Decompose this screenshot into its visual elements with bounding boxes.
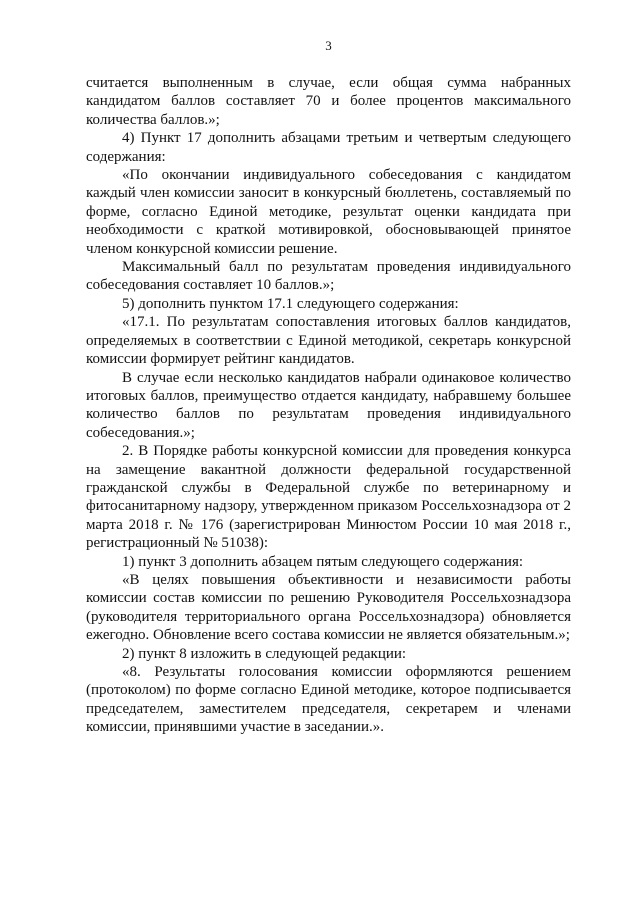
paragraph-quote-17-1: «17.1. По результатам сопоставления итоговых баллов кандидатов, определяемых в соответствии с Единой методикой, секретарь конкурсной комиссии формирует рейтинг кандидатов. <box>86 314 571 368</box>
paragraph-point-8: 2) пункт 8 изложить в следующей редакции: <box>122 645 407 662</box>
paragraph-quote-interview: «По окончании индивидуального собеседования с кандидатом каждый член комиссии заносит в конкурсный бюллетень, составляемый по форме, согласно Единой методике, результат оценки кандидата при необходимости с краткой мотивировкой, обосновывающей принятое членом конкурсной комиссии решение. <box>86 167 571 257</box>
page-number: 3 <box>325 38 332 53</box>
paragraph-max-score: Максимальный балл по результатам проведения индивидуального собеседования составляет 10 баллов.»; <box>86 259 571 294</box>
paragraph-section-2: 2. В Порядке работы конкурсной комиссии для проведения конкурса на замещение вакантной должности федеральной государственной гражданской службы в Федеральной службе по ветеринарному и фитосанитарному надзору, утвержденном приказом Россельхознадзора от 2 марта 2018 г. № 176 (зарегистрирован Минюстом России 10 мая 2018 г., регистрационный № 51038): <box>86 443 571 552</box>
paragraph-equal-scores: В случае если несколько кандидатов набрали одинаковое количество итоговых баллов, преимущество отдается кандидату, набравшему большее количество баллов по результатам проведения индивидуального собеседования.»; <box>86 369 571 441</box>
paragraph-item-5: 5) дополнить пунктом 17.1 следующего содержания: <box>122 295 459 312</box>
paragraph-quote-voting: «8. Результаты голосования комиссии оформляются решением (протоколом) по форме согласно Единой методике, которое подписывается председателем, заместителем председателя, секретарем и членами комиссии, принявшими участие в заседании.». <box>86 664 571 736</box>
document-body <box>86 74 571 737</box>
paragraph-point-3: 1) пункт 3 дополнить абзацем пятым следующего содержания: <box>122 553 524 570</box>
paragraph-item-4: 4) Пункт 17 дополнить абзацами третьим и четвертым следующего содержания: <box>86 130 571 165</box>
paragraph-quote-commission: «В целях повышения объективности и независимости работы комиссии состав комиссии по решению Руководителя Россельхознадзора (руководителя территориального органа Россельхознадзора) обновляется ежегодно. Обновление всего состава комиссии не является обязательным.»; <box>86 571 571 644</box>
paragraph-continuation: считается выполненным в случае, если общая сумма набранных кандидатом баллов составляет 70 и более процентов максимального количества баллов.»; <box>86 75 571 128</box>
